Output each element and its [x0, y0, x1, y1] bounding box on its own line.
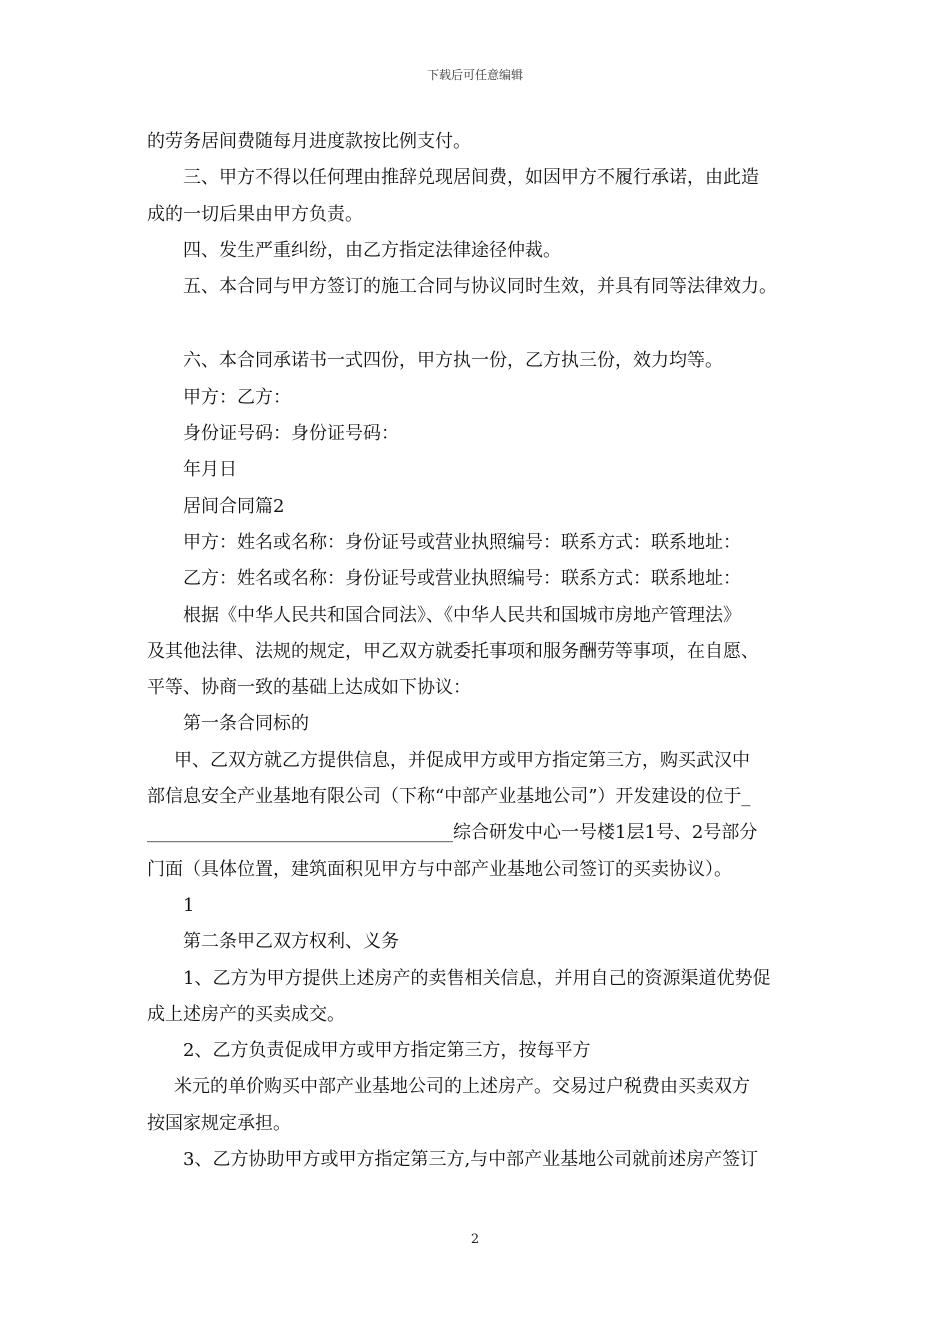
- signature-line: 甲方：乙方：: [183, 386, 291, 408]
- paragraph-line: 3、乙方协助甲方或甲方指定第三方,与中部产业基地公司就前述房产签订: [183, 1149, 759, 1171]
- paragraph-line: 根据《中华人民共和国合同法》、《中华人民共和国城市房地产管理法》: [183, 604, 741, 626]
- paragraph-line: 成的一切后果由甲方负责。: [147, 203, 363, 225]
- page-number: 2: [470, 1232, 480, 1247]
- article-title: 第一条合同标的: [183, 713, 309, 735]
- date-line: 年月日: [183, 459, 237, 481]
- paragraph-line: 平等、协商一致的基础上达成如下协议：: [147, 677, 471, 699]
- paragraph-line: 1、乙方为甲方提供上述房产的卖售相关信息，并用自己的资源渠道优势促: [183, 967, 771, 989]
- id-number-line: 身份证号码：身份证号码：: [183, 423, 399, 445]
- party-a-line: 甲方：姓名或名称：身份证号或营业执照编号：联系方式：联系地址：: [183, 531, 741, 553]
- paragraph-line: 五、本合同与甲方签订的施工合同与协议同时生效，并具有同等法律效力。: [183, 276, 777, 298]
- paragraph-line: 门面（具体位置，建筑面积见甲方与中部产业基地公司签订的买卖协议）。: [147, 858, 732, 880]
- section-title: 居间合同篇2: [183, 495, 285, 517]
- paragraph-line: 甲、乙双方就乙方提供信息，并促成甲方或甲方指定第三方，购买武汉中: [174, 749, 750, 771]
- paragraph-line: 六、本合同承诺书一式四份，甲方执一份，乙方执三份，效力均等。: [183, 350, 723, 372]
- paragraph-line: 部信息安全产业基地有限公司（下称“中部产业基地公司”）开发建设的位于_: [147, 786, 751, 808]
- paragraph-line: 的劳务居间费随每月进度款按比例支付。: [147, 131, 471, 152]
- document-body: [147, 124, 815, 1178]
- paragraph-line: 四、发生严重纠纷，由乙方指定法律途径仲裁。: [183, 239, 561, 261]
- page-header: 下载后可任意编辑: [426, 68, 523, 82]
- party-b-line: 乙方：姓名或名称：身份证号或营业执照编号：联系方式：联系地址：: [183, 568, 741, 590]
- paragraph-line: 2、乙方负责促成甲方或甲方指定第三方，按每平方: [183, 1040, 591, 1062]
- paragraph-line: 及其他法律、法规的规定，甲乙双方就委托事项和服务酬劳等事项，在自愿、: [147, 640, 759, 662]
- inline-page-marker: 1: [183, 894, 195, 916]
- paragraph-line: 三、甲方不得以任何理由推辞兑现居间费，如因甲方不履行承诺，由此造: [183, 167, 759, 189]
- blank-gap: [147, 305, 815, 343]
- paragraph-line: 米元的单价购买中部产业基地公司的上述房产。交易过户税费由买卖双方: [174, 1076, 750, 1098]
- paragraph-line: __________________________________综合研发中心一号楼1层1号、2号部分: [147, 822, 758, 844]
- paragraph-line: 按国家规定承担。: [147, 1112, 291, 1134]
- paragraph-line: 成上述房产的买卖成交。: [147, 1003, 345, 1025]
- article-title: 第二条甲乙双方权利、义务: [183, 931, 399, 953]
